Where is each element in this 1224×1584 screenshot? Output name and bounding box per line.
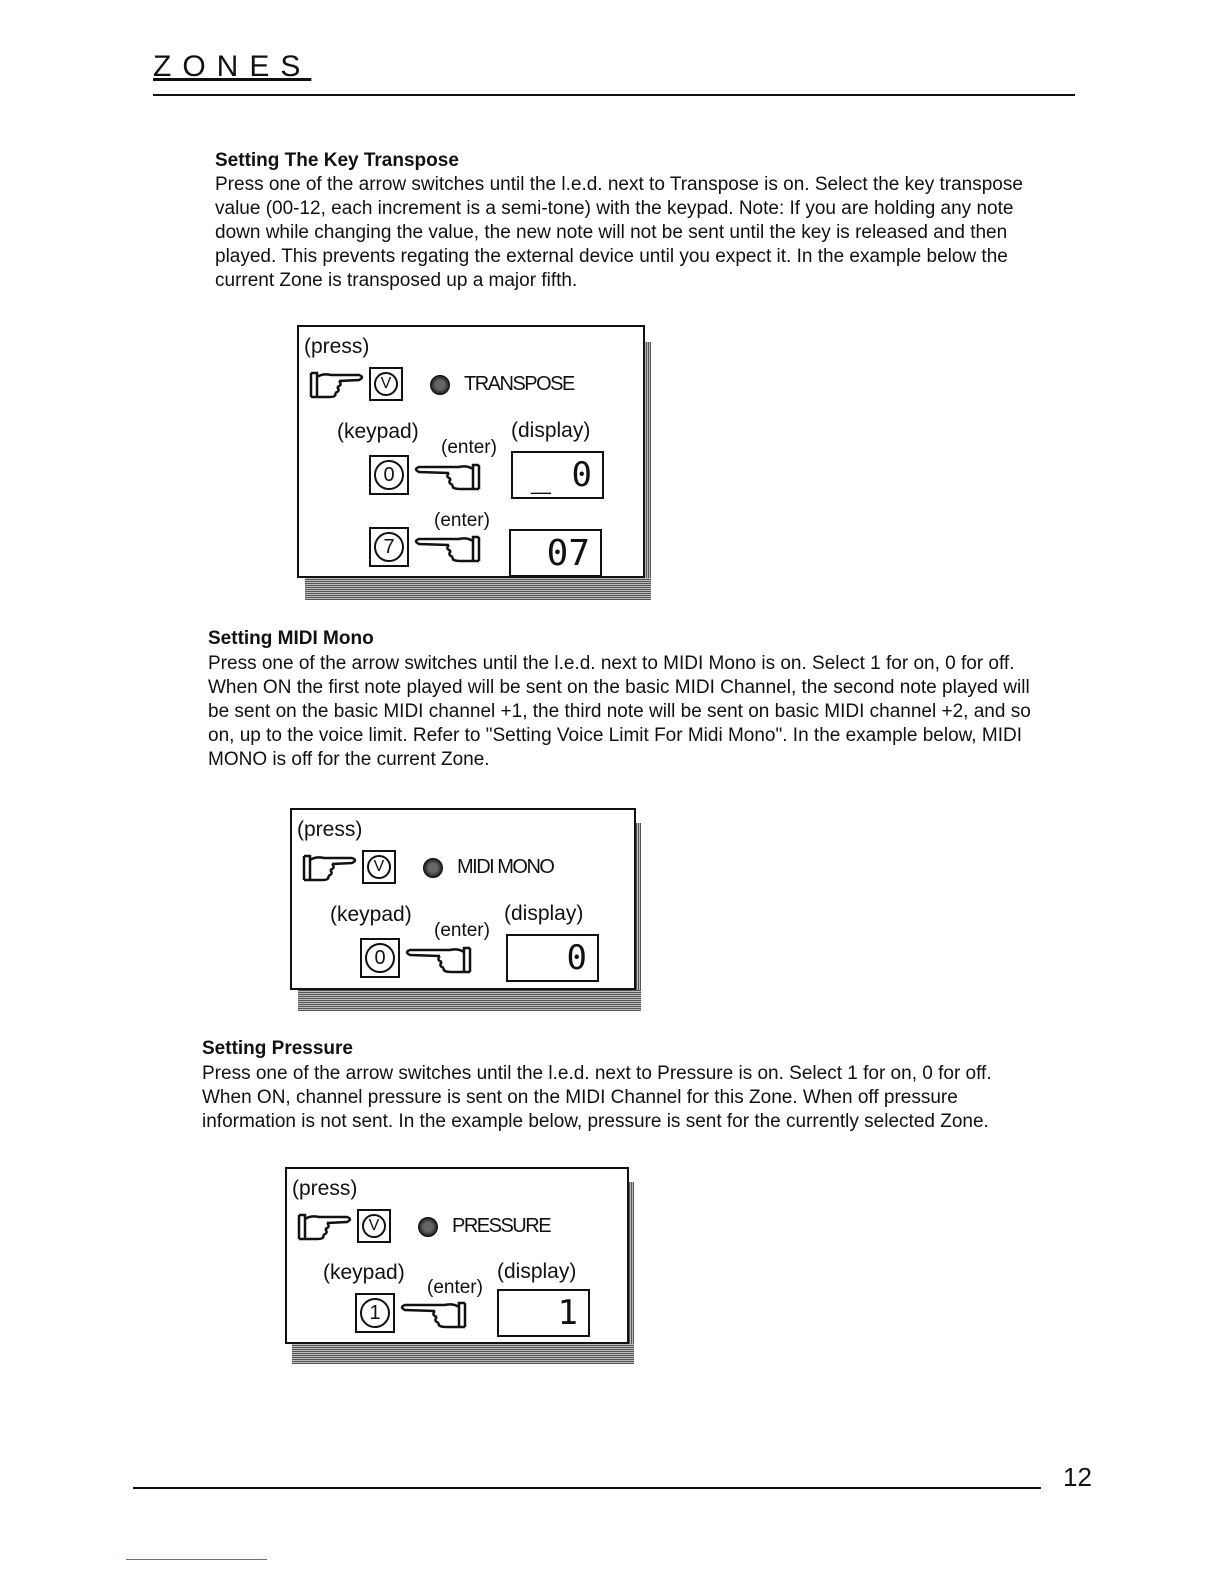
led-indicator-icon: [423, 858, 443, 878]
panel-shadow: [644, 342, 651, 600]
page-number: 12: [1063, 1462, 1092, 1492]
key-label: 1: [360, 1298, 390, 1328]
key-label: V: [374, 372, 398, 396]
led-label: PRESSURE: [452, 1215, 551, 1237]
header-rule: [153, 94, 1075, 96]
keypad-label: (keypad): [330, 903, 412, 926]
arrow-key-button[interactable]: [369, 367, 403, 401]
led-label: TRANSPOSE: [464, 373, 574, 395]
enter-label: (enter): [434, 510, 490, 531]
led-label: MIDI MONO: [457, 856, 554, 878]
key-label: 0: [374, 460, 404, 490]
body-line: played. This prevents regating the external device until you expect it. In the example below the: [215, 246, 1008, 267]
keypad-label: (keypad): [337, 420, 419, 443]
display-readout: 0: [506, 934, 599, 982]
body-line: information is not sent. In the example below, pressure is sent for the currently selected Zone.: [202, 1111, 989, 1132]
pressure-diagram: [285, 1167, 629, 1344]
display-label: (display): [511, 419, 591, 442]
body-line: When ON the first note played will be sent on the basic MIDI Channel, the second note played will: [208, 677, 1030, 698]
display-readout: 07: [509, 529, 602, 577]
body-line: on, up to the voice limit. Refer to "Setting Voice Limit For Midi Mono". In the example below, MIDI: [208, 725, 1022, 746]
pointing-hand-right-icon: [297, 1211, 355, 1243]
keypad-key-1[interactable]: [355, 1293, 395, 1333]
led-indicator-icon: [418, 1217, 438, 1237]
led-indicator-icon: [430, 375, 450, 395]
page-edge-line: [126, 1559, 267, 1560]
press-label: (press): [304, 335, 370, 358]
keypad-key-0[interactable]: [369, 455, 409, 495]
panel-shadow: [298, 990, 641, 1011]
keypad-label: (keypad): [323, 1261, 405, 1284]
panel-shadow: [305, 578, 651, 600]
key-label: 0: [365, 943, 395, 973]
section-title-transpose: Setting The Key Transpose: [215, 150, 459, 171]
page-header-title: ZONES: [153, 50, 312, 83]
key-label: V: [367, 855, 391, 879]
key-label: 7: [374, 532, 404, 562]
footer-rule: [133, 1487, 1041, 1489]
panel-shadow: [292, 1344, 634, 1364]
body-line: MONO is off for the current Zone.: [208, 749, 490, 770]
section-body-pressure: [202, 1062, 1092, 1134]
body-line: current Zone is transposed up a major fifth.: [215, 270, 578, 291]
display-readout: _ 0: [511, 451, 604, 499]
pointing-hand-left-icon: [411, 461, 481, 493]
key-label: V: [362, 1214, 386, 1238]
arrow-key-button[interactable]: [362, 850, 396, 884]
display-readout: 1: [497, 1289, 590, 1337]
section-title-pressure: Setting Pressure: [202, 1038, 353, 1059]
press-label: (press): [292, 1177, 358, 1200]
transpose-diagram: [297, 325, 645, 578]
arrow-key-button[interactable]: [357, 1209, 391, 1243]
display-label: (display): [497, 1260, 577, 1283]
body-line: When ON, channel pressure is sent on the MIDI Channel for this Zone. When off pressure: [202, 1087, 958, 1108]
body-line: Press one of the arrow switches until the l.e.d. next to MIDI Mono is on. Select 1 for on, 0 for off.: [208, 653, 1015, 674]
pointing-hand-right-icon: [302, 852, 360, 884]
section-body-transpose: [215, 173, 1105, 293]
section-body-midi-mono: [208, 652, 1098, 772]
keypad-key-7[interactable]: [369, 527, 409, 567]
display-label: (display): [504, 902, 584, 925]
midi-mono-diagram: [290, 808, 636, 990]
section-title-midi-mono: Setting MIDI Mono: [208, 628, 374, 649]
press-label: (press): [297, 818, 363, 841]
enter-label: (enter): [434, 920, 490, 941]
pointing-hand-right-icon: [309, 369, 367, 401]
pointing-hand-left-icon: [397, 1299, 467, 1331]
pointing-hand-left-icon: [402, 944, 472, 976]
body-line: Press one of the arrow switches until the l.e.d. next to Pressure is on. Select 1 for on, 0 for off.: [202, 1063, 992, 1084]
body-line: down while changing the value, the new note will not be sent until the key is released and then: [215, 222, 1008, 243]
keypad-key-0[interactable]: [360, 938, 400, 978]
enter-label: (enter): [427, 1277, 483, 1298]
enter-label: (enter): [441, 437, 497, 458]
body-line: Press one of the arrow switches until the l.e.d. next to Transpose is on. Select the key transpose: [215, 174, 1023, 195]
body-line: be sent on the basic MIDI channel +1, the third note will be sent on basic MIDI channel +2, and so: [208, 701, 1031, 722]
pointing-hand-left-icon: [411, 533, 481, 565]
body-line: value (00-12, each increment is a semi-tone) with the keypad. Note: If you are holding any note: [215, 198, 1014, 219]
